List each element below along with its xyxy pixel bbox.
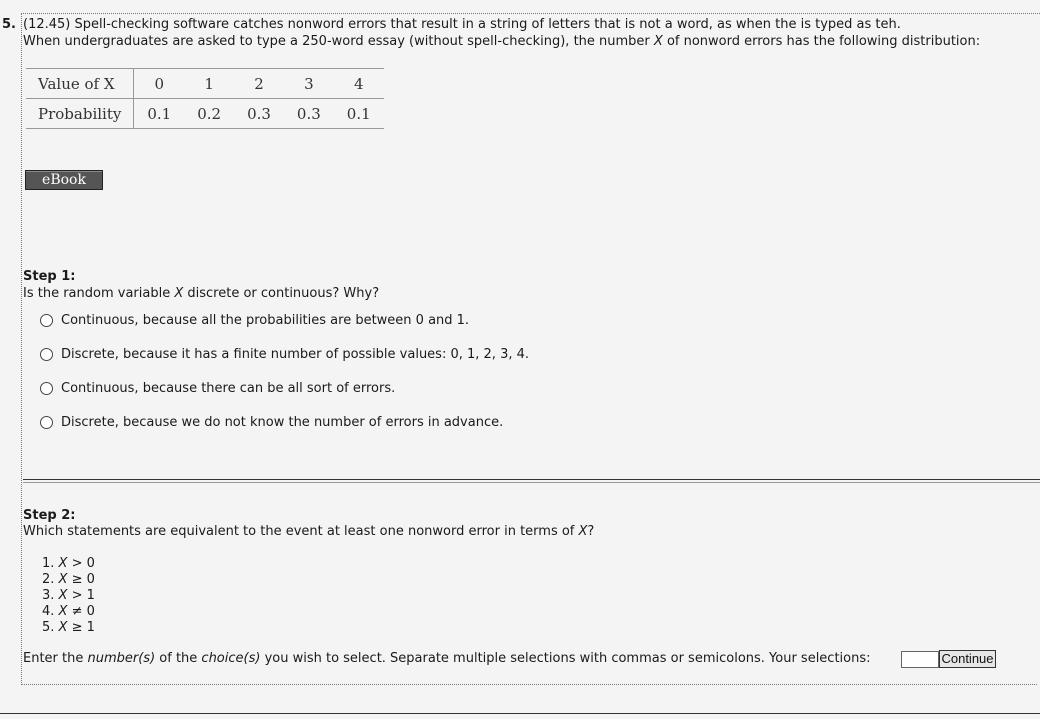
probability-cell: 0.1 [334, 99, 384, 129]
instr-text-c: you wish to select. Separate multiple selections with commas or semicolons. Your selections: [260, 651, 871, 666]
step1-option-2[interactable] [40, 347, 529, 362]
step2-question-variable: X [578, 524, 588, 539]
choice-variable: X [58, 556, 68, 571]
instr-italic-1: number(s) [87, 651, 156, 666]
question-number: 5. [2, 17, 16, 32]
probability-cell: 0.2 [184, 99, 234, 129]
choice-number: 2. [42, 572, 55, 587]
option-label: Discrete, because we do not know the number of errors in advance. [61, 415, 504, 430]
choice-relation: > 0 [71, 556, 95, 571]
question-intro [23, 16, 980, 50]
step1-option-3[interactable] [40, 381, 395, 396]
selections-input[interactable] [901, 651, 939, 668]
ebook-button[interactable]: eBook [25, 170, 103, 190]
step1-option-4[interactable] [40, 415, 503, 430]
choice-number: 5. [42, 620, 55, 635]
instr-italic-2: choice(s) [201, 651, 261, 666]
probability-cell: 0.3 [284, 99, 334, 129]
probability-row [26, 99, 384, 129]
step1-question-variable: X [174, 286, 184, 301]
choice-number: 4. [42, 604, 55, 619]
distribution-table [26, 68, 384, 129]
radio-button[interactable] [40, 416, 53, 429]
intro-variable: X [653, 34, 663, 49]
list-item [42, 604, 95, 620]
choice-variable: X [58, 588, 68, 603]
value-row-label: Value of X [26, 69, 134, 99]
choice-number: 1. [42, 556, 55, 571]
step1-question-text-b: discrete or continuous? Why? [183, 286, 380, 301]
step-divider [23, 479, 1040, 480]
step1-question [23, 286, 379, 301]
step1-title: Step 1: [23, 269, 76, 284]
choice-variable: X [58, 620, 68, 635]
step2-choice-list [42, 556, 95, 636]
step1-question-text-a: Is the random variable [23, 286, 175, 301]
choice-number: 3. [42, 588, 55, 603]
probability-row-label: Probability [26, 99, 134, 129]
radio-button[interactable] [40, 382, 53, 395]
step-divider-shadow [23, 482, 1040, 483]
intro-line-2 [23, 33, 980, 50]
option-label: Continuous, because there can be all sort of errors. [61, 381, 396, 396]
value-cell: 0 [134, 69, 184, 99]
bottom-divider [0, 713, 1040, 714]
radio-button[interactable] [40, 314, 53, 327]
step1-option-1[interactable] [40, 313, 469, 328]
intro-line-1: (12.45) Spell-checking software catches nonword errors that result in a string of letters that is not a word, as when the is typed as teh. [23, 17, 901, 32]
choice-variable: X [58, 604, 68, 619]
continue-button[interactable]: Continue [939, 650, 996, 668]
value-row [26, 69, 384, 99]
value-cell: 2 [234, 69, 284, 99]
list-item [42, 572, 95, 588]
value-cell: 1 [184, 69, 234, 99]
choice-relation: ≠ 0 [71, 604, 95, 619]
list-item [42, 620, 95, 636]
probability-cell: 0.3 [234, 99, 284, 129]
instr-text-a: Enter the [23, 651, 88, 666]
choice-relation: ≥ 0 [71, 572, 95, 587]
list-item [42, 556, 95, 572]
step2-question-text-b: ? [587, 524, 595, 539]
step2-question [23, 524, 594, 539]
value-cell: 4 [334, 69, 384, 99]
choice-relation: > 1 [71, 588, 95, 603]
intro-text-b: of nonword errors has the following distribution: [662, 34, 981, 49]
probability-cell: 0.1 [134, 99, 184, 129]
choice-variable: X [58, 572, 68, 587]
value-cell: 3 [284, 69, 334, 99]
option-label: Continuous, because all the probabilities are between 0 and 1. [61, 313, 470, 328]
choice-relation: ≥ 1 [71, 620, 95, 635]
step2-title: Step 2: [23, 508, 76, 523]
instr-text-b: of the [155, 651, 202, 666]
selection-instructions [23, 651, 871, 666]
step2-question-text-a: Which statements are equivalent to the event at least one nonword error in terms of [23, 524, 579, 539]
radio-button[interactable] [40, 348, 53, 361]
option-label: Discrete, because it has a finite number of possible values: 0, 1, 2, 3, 4. [61, 347, 530, 362]
intro-text-a: When undergraduates are asked to type a 250-word essay (without spell-checking), the number [23, 34, 654, 49]
list-item [42, 588, 95, 604]
